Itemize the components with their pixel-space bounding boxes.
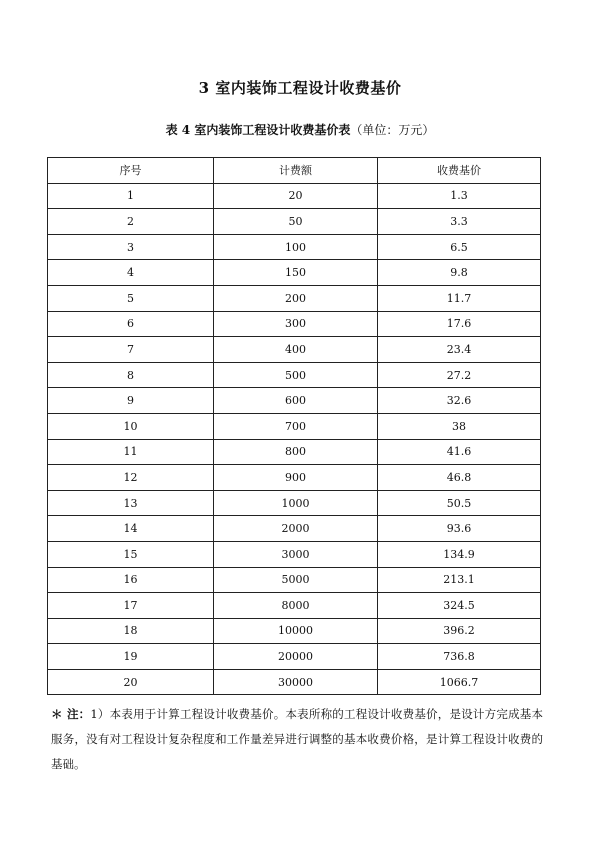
cell-base-price: 9.8 [378,260,541,286]
cell-index: 9 [48,388,214,414]
cell-fee-amount: 900 [214,465,378,491]
table-row [48,567,541,593]
cell-fee-amount: 700 [214,413,378,439]
cell-index: 5 [48,285,214,311]
note-label: ＊ 注： [51,707,91,721]
column-header-fee-amount: 计费额 [214,158,378,184]
cell-index: 15 [48,541,214,567]
cell-index: 14 [48,516,214,542]
column-header-base-price: 收费基价 [378,158,541,184]
cell-fee-amount: 20 [214,183,378,209]
cell-base-price: 736.8 [378,644,541,670]
cell-fee-amount: 20000 [214,644,378,670]
cell-fee-amount: 800 [214,439,378,465]
cell-base-price: 93.6 [378,516,541,542]
table-row [48,644,541,670]
cell-fee-amount: 500 [214,362,378,388]
cell-fee-amount: 600 [214,388,378,414]
cell-base-price: 50.5 [378,490,541,516]
cell-base-price: 41.6 [378,439,541,465]
table-row [48,618,541,644]
cell-fee-amount: 1000 [214,490,378,516]
table-row [48,413,541,439]
table-row [48,465,541,491]
cell-index: 16 [48,567,214,593]
cell-index: 10 [48,413,214,439]
cell-fee-amount: 2000 [214,516,378,542]
table-row [48,183,541,209]
cell-index: 7 [48,337,214,363]
cell-index: 12 [48,465,214,491]
cell-base-price: 1.3 [378,183,541,209]
table-header-row [48,158,541,184]
table-row [48,209,541,235]
table-row [48,388,541,414]
cell-fee-amount: 300 [214,311,378,337]
cell-index: 6 [48,311,214,337]
cell-fee-amount: 8000 [214,593,378,619]
cell-index: 11 [48,439,214,465]
table-row [48,311,541,337]
cell-base-price: 396.2 [378,618,541,644]
table-row [48,593,541,619]
cell-base-price: 32.6 [378,388,541,414]
cell-base-price: 213.1 [378,567,541,593]
cell-index: 20 [48,669,214,695]
table-row [48,234,541,260]
cell-index: 17 [48,593,214,619]
table-row [48,439,541,465]
cell-base-price: 1066.7 [378,669,541,695]
cell-fee-amount: 10000 [214,618,378,644]
table-row [48,337,541,363]
cell-base-price: 11.7 [378,285,541,311]
cell-fee-amount: 200 [214,285,378,311]
cell-fee-amount: 150 [214,260,378,286]
cell-base-price: 38 [378,413,541,439]
cell-fee-amount: 50 [214,209,378,235]
table-note [51,702,543,777]
cell-base-price: 46.8 [378,465,541,491]
cell-base-price: 134.9 [378,541,541,567]
note-text: 1）本表用于计算工程设计收费基价。本表所称的工程设计收费基价，是设计方完成基本服务，没有对工程设计复杂程度和工作量差异进行调整的基本收费价格，是计算工程设计收费的基础。 [51,707,544,771]
cell-base-price: 23.4 [378,337,541,363]
cell-index: 18 [48,618,214,644]
cell-index: 13 [48,490,214,516]
cell-index: 2 [48,209,214,235]
table-caption [0,121,600,138]
cell-index: 4 [48,260,214,286]
cell-index: 3 [48,234,214,260]
cell-fee-amount: 5000 [214,567,378,593]
table-row [48,285,541,311]
cell-index: 1 [48,183,214,209]
column-header-index: 序号 [48,158,214,184]
table-row [48,260,541,286]
cell-base-price: 27.2 [378,362,541,388]
table-row [48,490,541,516]
cell-index: 8 [48,362,214,388]
cell-fee-amount: 30000 [214,669,378,695]
cell-fee-amount: 400 [214,337,378,363]
section-title: 3 室内装饰工程设计收费基价 [198,79,402,97]
cell-fee-amount: 3000 [214,541,378,567]
table-row [48,516,541,542]
cell-base-price: 324.5 [378,593,541,619]
cell-index: 19 [48,644,214,670]
table-row [48,362,541,388]
cell-base-price: 6.5 [378,234,541,260]
table-caption-title: 表 4 室内装饰工程设计收费基价表 [165,123,351,137]
table-caption-unit: （单位：万元） [350,123,435,137]
cell-base-price: 3.3 [378,209,541,235]
cell-base-price: 17.6 [378,311,541,337]
fee-base-price-table [47,157,541,695]
cell-fee-amount: 100 [214,234,378,260]
table-row [48,541,541,567]
table-row [48,669,541,695]
table-body [48,183,541,695]
